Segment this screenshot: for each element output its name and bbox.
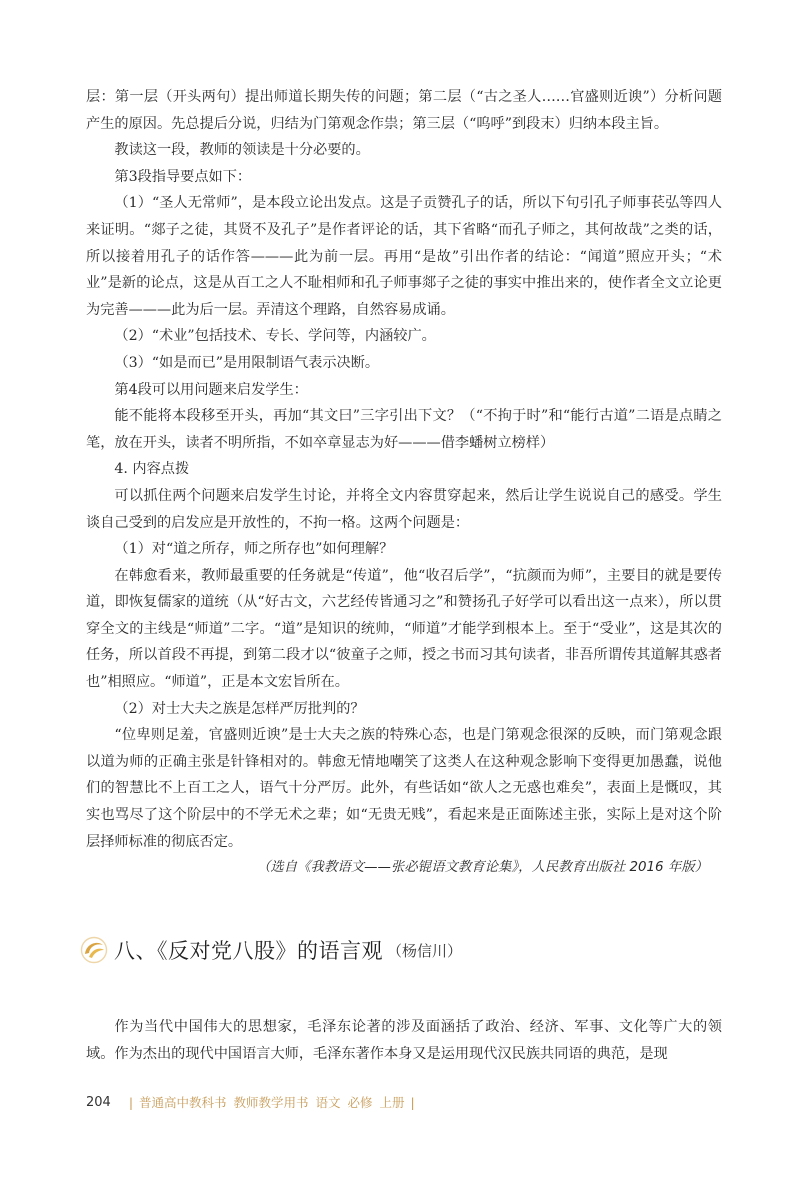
page-footer: [86, 1092, 722, 1112]
paragraph: （1）对“道之所存，师之所存也”如何理解？: [114, 541, 394, 558]
section-author: （杨信川）: [387, 941, 463, 960]
paragraph: （3）“如是而已”是用限制语气表示决断。: [114, 354, 380, 371]
paragraph: 第4段可以用问题来启发学生：: [114, 381, 308, 398]
page-number: 204: [86, 1094, 111, 1110]
paragraph: 作为当代中国伟大的思想家，毛泽东论著的涉及面涵括了政治、经济、军事、文化等广大的领域。作为杰出的现代中国语言大师，毛泽东著作本身又是运用现代汉民族共同语的典范，是现: [86, 1019, 722, 1062]
footer-divider: |: [128, 1094, 134, 1110]
paragraph: （2）对士大夫之族是怎样严厉批判的？: [114, 700, 365, 717]
paragraph: 在韩愈看来，教师最重要的任务就是“传道”，他“收召后学”，“抗颜而为师”，主要目的就是要传道，即恢复儒家的道统（从“好古文，六艺经传皆通习之”和赞扬孔子好学可以看出这一点来），所以贯穿全文的主线是“师道”二字。“道”是知识的统帅，“师道”才能学到根本上。至于“受业”，这是其次的任务，所以首段不再提，到第二段才以“彼童子之师，授之书而习其句读者，非吾所谓传其道解其惑者也”相照应。“师道”，正是本文宏旨所在。: [86, 567, 722, 691]
paragraph: 教读这一段，教师的领读是十分必要的。: [114, 142, 370, 159]
paragraph: 4. 内容点拨: [114, 461, 190, 478]
paragraph: “位卑则足羞，官盛则近谀”是士大夫之族的特殊心态，也是门第观念很深的反映，而门第观念跟以道为师的正确主张是针锋相对的。韩愈无情地嘲笑了这类人在这种观念影响下变得更加愚蠢，说他们的智慧比不上百工之人，语气十分严厉。此外，有些话如“欲人之无惑也难矣”，表面上是慨叹，其实也骂尽了这个阶层中的不学无术之辈；如“无贵无贱”，看起来是正面陈述主张，实际上是对这个阶层择师标准的彻底否定。: [86, 727, 722, 850]
swirl-icon: [80, 936, 108, 964]
book-series: 普通高中教科书 教师教学用书 语文 必修 上册: [139, 1095, 405, 1110]
section-title: 八、《反对党八股》的语言观: [114, 939, 383, 963]
body-text: [86, 84, 722, 855]
section-intro: [86, 1014, 722, 1067]
paragraph: 层：第一层（开头两句）提出师道长期失传的问题；第二层（“古之圣人……官盛则近谀”）分析问题产生的原因。先总提后分说，归结为门第观念作祟；第三层（“呜呼”到段末）归纳本段主旨。: [86, 89, 722, 132]
paragraph: （1）“圣人无常师”，是本段立论出发点。这是子贡赞孔子的话，所以下句引孔子师事苌弘等四人来证明。“郯子之徒，其贤不及孔子”是作者评论的话，其下省略“而孔子师之，其何故哉”之类的话，所以接着用孔子的话作答———此为前一层。再用“是故”引出作者的结论：“闻道”照应开头；“术业”是新的论点，这是从百工之人不耻相师和孔子师事郯子之徒的事实中推出来的，使作者全文立论更为完善———此为后一层。弄清这个理路，自然容易成诵。: [86, 195, 722, 318]
source-citation: （选自《我教语文——张必锟语文教育论集》，人民教育出版社 2016 年版）: [257, 860, 708, 875]
footer-divider: |: [410, 1094, 415, 1110]
paragraph: （2）“术业”包括技术、专长、学问等，内涵较广。: [114, 328, 436, 345]
section-heading: [80, 932, 720, 968]
paragraph: 第3段指导要点如下：: [114, 168, 252, 185]
paragraph: 能不能将本段移至开头，再加“其文曰”三字引出下文？（“不拘于时”和“能行古道”二语是点睛之笔，放在开头，读者不明所指，不如卒章显志为好———借李蟠树立榜样）: [86, 408, 722, 451]
paragraph: 可以抓住两个问题来启发学生讨论，并将全文内容贯穿起来，然后让学生说说自己的感受。学生谈自己受到的启发应是开放性的，不拘一格。这两个问题是：: [86, 487, 722, 531]
